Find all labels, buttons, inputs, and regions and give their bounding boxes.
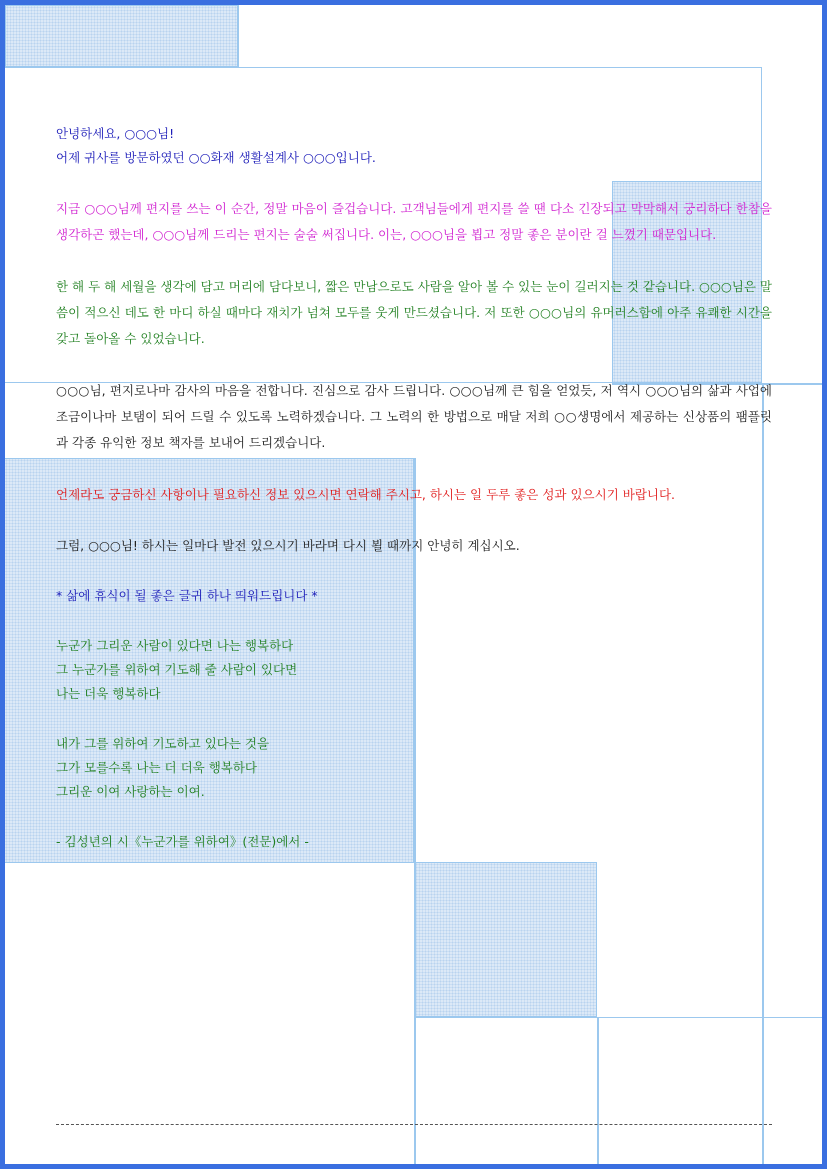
poem-line: 그 누군가를 위하여 기도해 줄 사람이 있다면 [56, 662, 298, 677]
poem-line: 그가 모를수록 나는 더 더욱 행복하다 [56, 760, 257, 775]
poem-line: 나는 더욱 행복하다 [56, 686, 161, 701]
paragraph-4: 언제라도 궁금하신 사항이나 필요하신 정보 있으시면 연락해 주시고, 하시는 일 두루 좋은 성과 있으시기 바랍니다. [56, 487, 676, 502]
intro-line: 어제 귀사를 방문하였던 ○○화재 생활설계사 ○○○입니다. [56, 150, 376, 165]
poem-line: 그리운 이여 사랑하는 이여. [56, 784, 205, 799]
letter-body [56, 122, 772, 854]
poem-line: 내가 그를 위하여 기도하고 있다는 것을 [56, 736, 270, 751]
paragraph-2: 한 해 두 해 세월을 생각에 담고 머리에 담다보니, 짧은 만남으로도 사람을 알아 볼 수 있는 눈이 길러지는 것 같습니다. ○○○님은 말씀이 적으신 데도 한 마디 하실 때마다 재치가 넘쳐 모두를 웃게 만드셨습니다. 저 또한 ○○○님의 유머러스함에 아주 유쾌한 시간을 갖고 돌아올 수 있었습니다. [56, 279, 772, 346]
poem-attribution: - 김성년의 시《누군가를 위하여》(전문)에서 - [56, 834, 309, 849]
poem-heading: * 삶에 휴식이 될 좋은 글귀 하나 띄워드립니다 * [56, 588, 318, 603]
poem-line: 누군가 그리운 사람이 있다면 나는 행복하다 [56, 638, 294, 653]
greeting: 안녕하세요, ○○○님! [56, 126, 175, 141]
paragraph-3: ○○○님, 편지로나마 감사의 마음을 전합니다. 진심으로 감사 드립니다. ○○○님께 큰 힘을 얻었듯, 저 역시 ○○○님의 삶과 사업에 조금이나마 보탬이 되어 드릴 수 있도록 노력하겠습니다. 그 노력의 한 방법으로 매달 저희 ○○생명에서 제공하는 신상품의 팸플릿과 각종 유익한 정보 책자를 보내어 드리겠습니다. [56, 383, 772, 450]
paragraph-1: 지금 ○○○님께 편지를 쓰는 이 순간, 정말 마음이 즐겁습니다. 고객님들에게 편지를 쓸 땐 다소 긴장되고 막막해서 궁리하다 한참을 생각하곤 했는데, ○○○님께 드리는 편지는 술술 써집니다. 이는, ○○○님을 뵙고 정말 좋은 분이란 걸 느꼈기 때문입니다. [56, 201, 772, 242]
closing-line: 그럼, ○○○님! 하시는 일마다 발전 있으시기 바라며 다시 뵐 때까지 안녕히 계십시오. [56, 538, 520, 553]
bottom-dotted-divider [56, 1124, 772, 1125]
